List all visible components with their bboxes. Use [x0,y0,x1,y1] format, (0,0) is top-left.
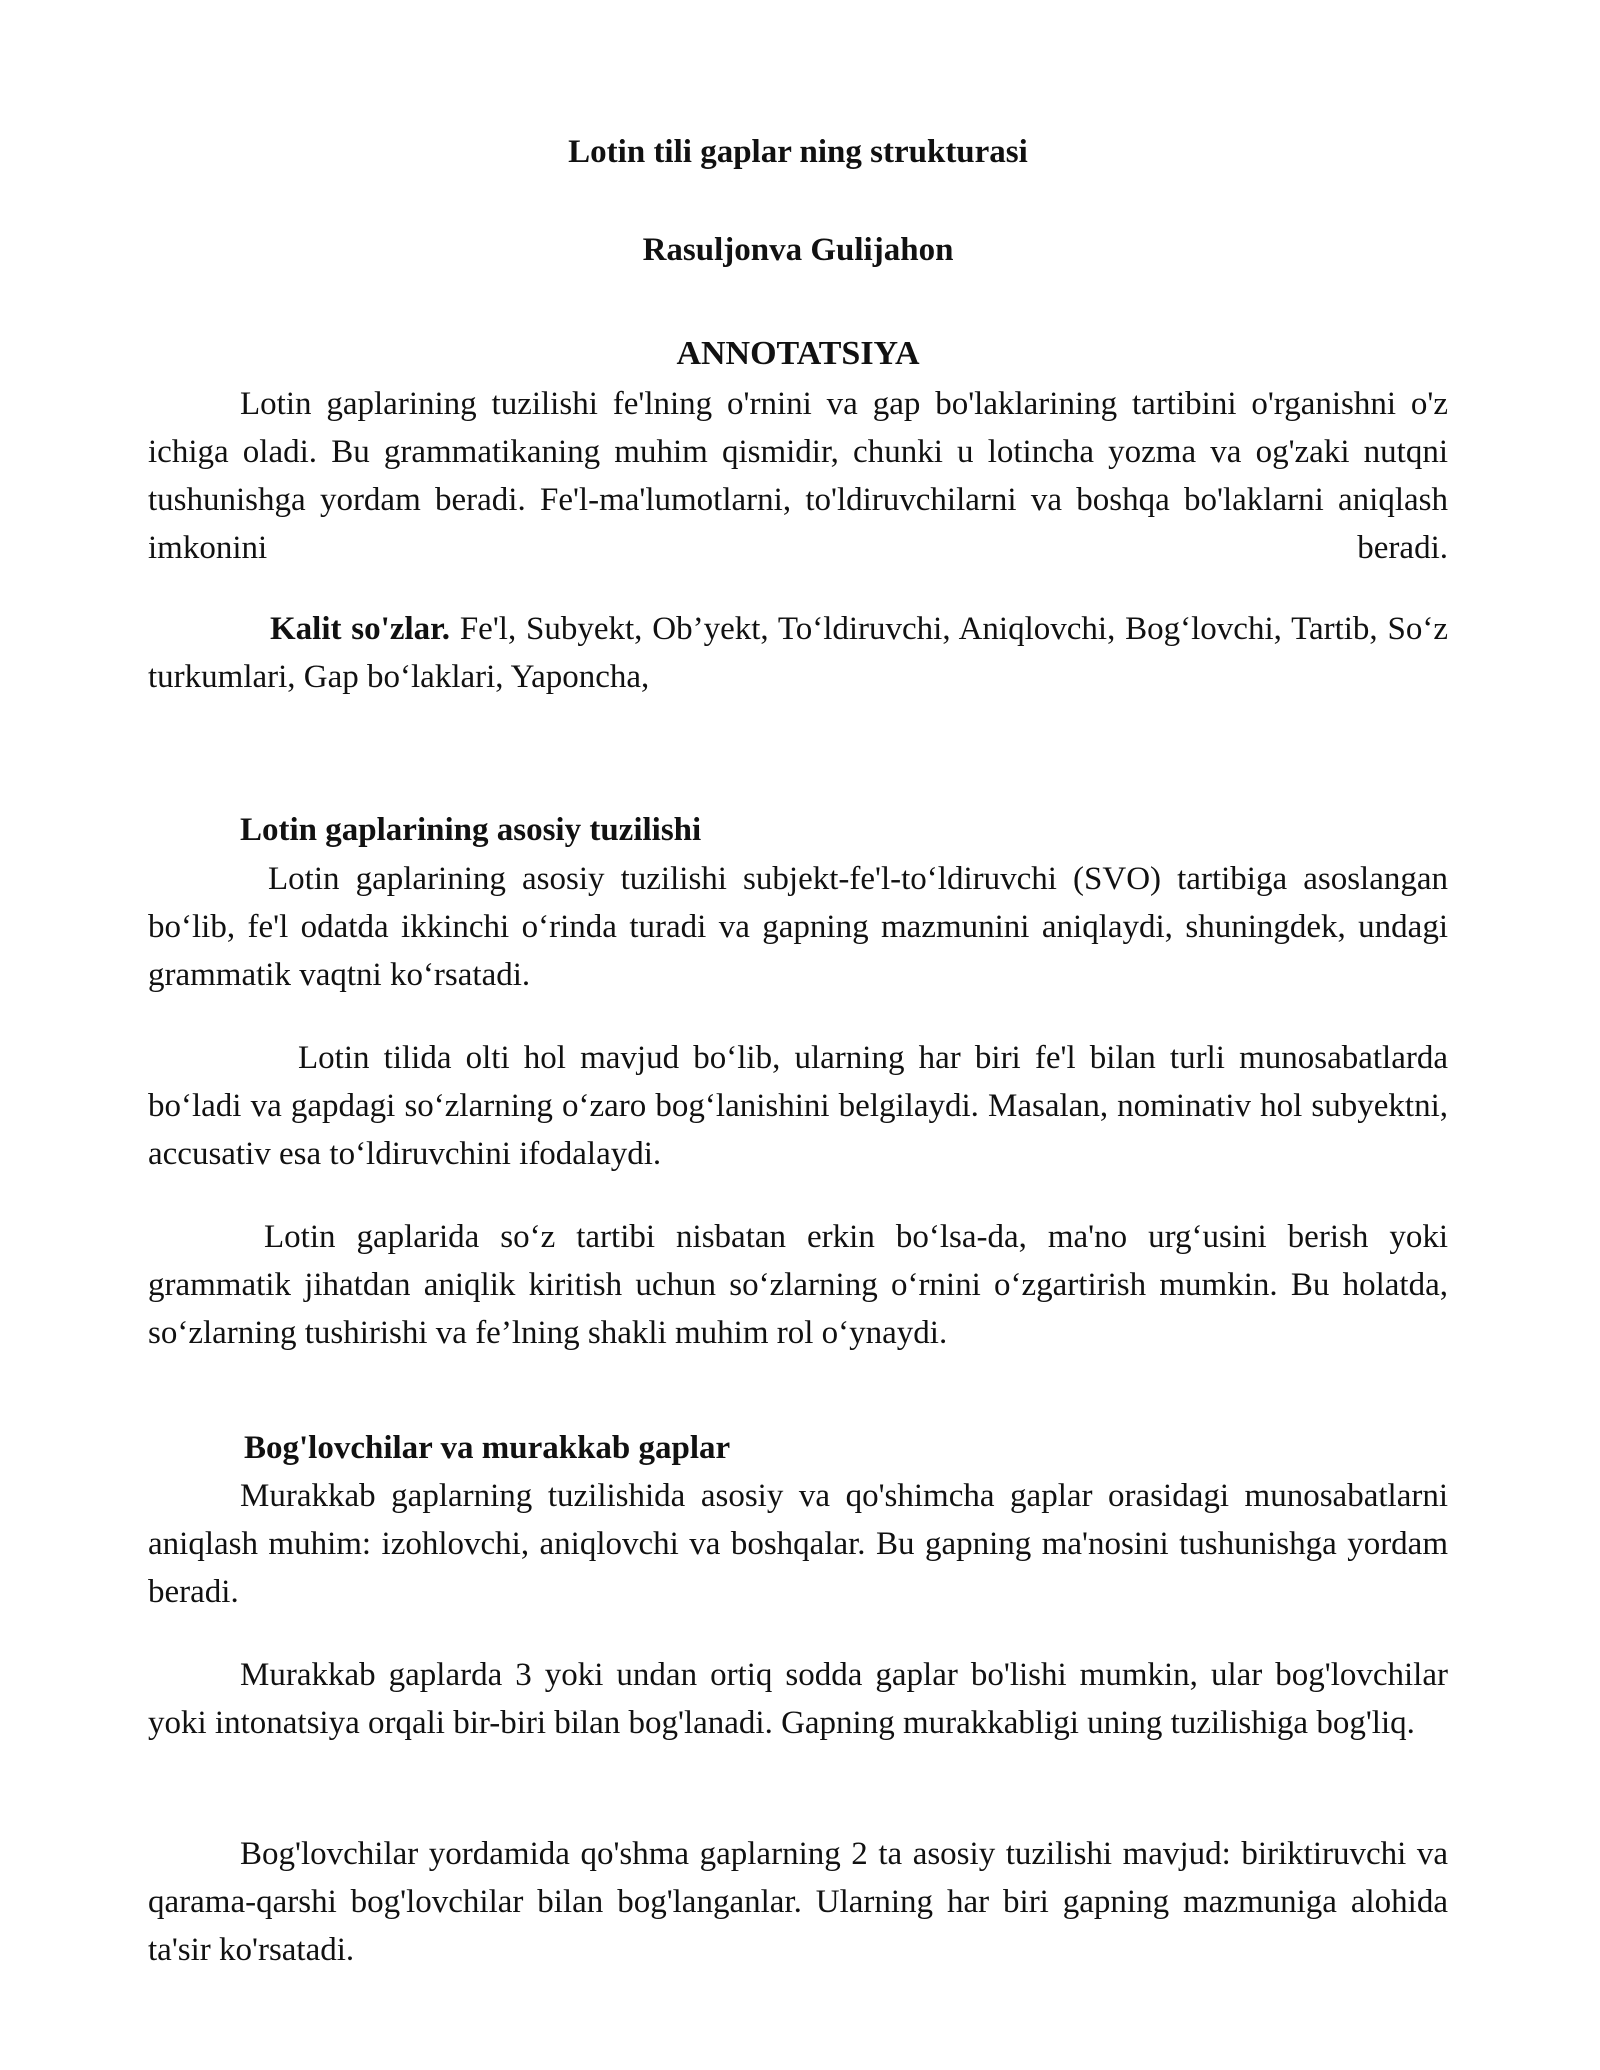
section-heading-basic-structure: Lotin gaplarining asosiy tuzilishi [240,812,702,848]
section1-paragraph-1: Lotin gaplarining asosiy tuzilishi subjekt-fe'l-to‘ldiruvchi (SVO) tartibiga asoslangan bo‘lib, fe'l odatda ikkinchi o‘rinda turadi va gapning mazmunini aniqlaydi, shuningdek, undagi grammatik vaqtni ko‘rsatadi. [148,861,1448,993]
section2-paragraph-3: Bog'lovchilar yordamida qo'shma gaplarning 2 ta asosiy tuzilishi mavjud: biriktiruvchi va qarama-qarshi bog'lovchilar bilan bog'langanlar. Ularning har biri gapning mazmuniga alohida ta'sir ko'rsatadi. [148,1836,1448,1968]
annotation-heading: ANNOTATSIYA [676,335,920,372]
section1-paragraph-2: Lotin tilida olti hol mavjud bo‘lib, ularning har biri fe'l bilan turli munosabatlarda bo‘ladi va gapdagi so‘zlarning o‘zaro bog‘lanishini belgilaydi. Masalan, nominativ hol subyektni, accusativ esa to‘ldiruvchini ifodalaydi. [148,1040,1448,1172]
document-title: Lotin tili gaplar ning strukturasi [568,134,1028,170]
section2-paragraph-2: Murakkab gaplarda 3 yoki undan ortiq sodda gaplar bo'lishi mumkin, ular bog'lovchilar yoki intonatsiya orqali bir-biri bilan bog'lanadi. Gapning murakkabligi uning tuzilishiga bog'liq. [148,1657,1448,1741]
section1-paragraph-3: Lotin gaplarida so‘z tartibi nisbatan erkin bo‘lsa-da, ma'no urg‘usini berish yoki grammatik jihatdan aniqlik kiritish uchun so‘zlarning o‘rnini o‘zgartirish mumkin. Bu holatda, so‘zlarning tushirishi va fe’lning shakli muhim rol o‘ynaydi. [148,1219,1448,1351]
author-name: Rasuljonva Gulijahon [642,232,954,268]
keywords-paragraph [148,605,1448,701]
section-heading-conjunctions: Bog'lovchilar va murakkab gaplar [244,1430,731,1466]
annotation-paragraph: Lotin gaplarining tuzilishi fe'lning o'rnini va gap bo'laklarining tartibini o'rganishni o'z ichiga oladi. Bu grammatikaning muhim qismidir, chunki u lotincha yozma va og'zaki nutqni tushunishga yordam beradi. Fe'l-ma'lumotlarni, to'ldiruvchilarni va boshqa bo'laklarni aniqlash imkonini beradi. [148,386,1448,566]
keywords-label: Kalit so'zlar. [270,611,451,647]
keywords-list: Fe'l, Subyekt, Ob’yekt, To‘ldiruvchi, Aniqlovchi, Bog‘lovchi, Tartib, So‘z turkumlari, Gap bo‘laklari, Yaponcha, [148,611,1448,695]
section2-paragraph-1: Murakkab gaplarning tuzilishida asosiy va qo'shimcha gaplar orasidagi munosabatlarni aniqlash muhim: izohlovchi, aniqlovchi va boshqalar. Bu gapning ma'nosini tushunishga yordam beradi. [148,1478,1448,1610]
